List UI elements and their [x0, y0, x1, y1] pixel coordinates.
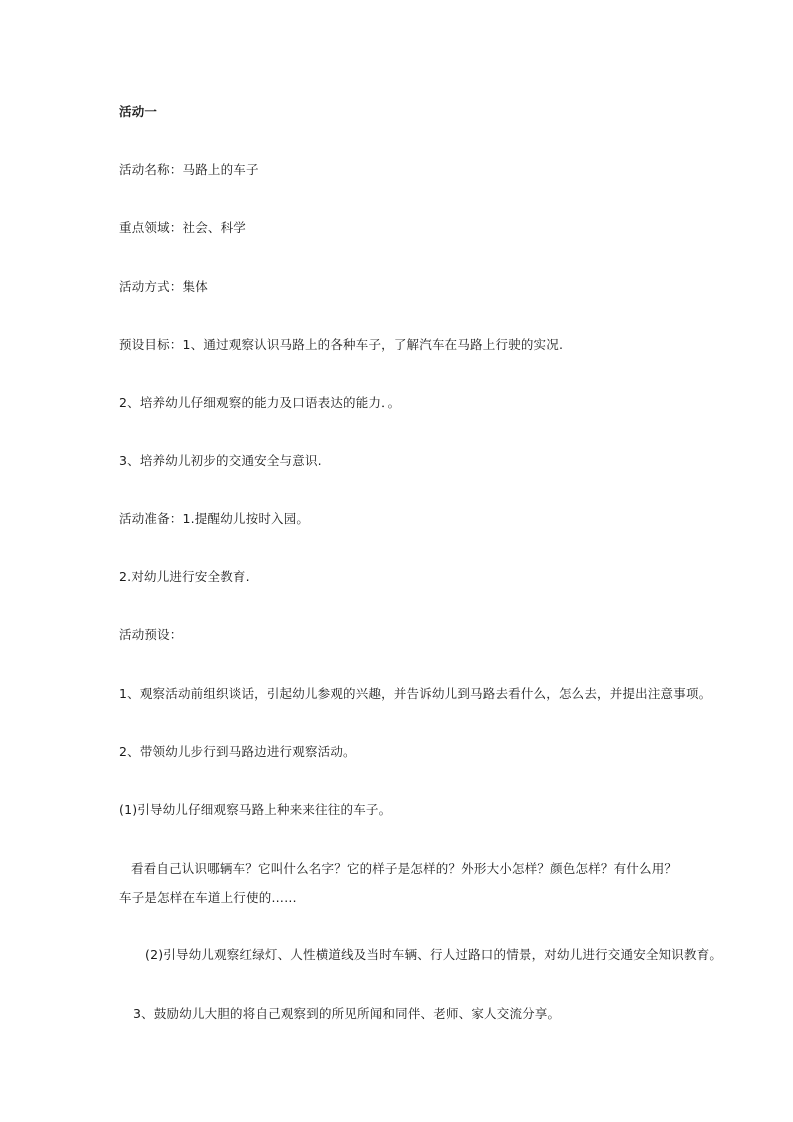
step-2-1-detail: 看看自己认识哪辆车？它叫什么名字？它的样子是怎样的？外形大小怎样？颜色怎样？有什么用？车子是怎样在车道上行使的…… — [119, 861, 678, 905]
activity-name: 活动名称：马路上的车子 — [119, 162, 259, 177]
step-2-1: (1)引导幼儿仔细观察马路上种来来往往的车子。 — [119, 802, 392, 817]
step-1: 1、观察活动前组织谈话，引起幼儿参观的兴趣，并告诉幼儿到马路去看什么，怎么去，并提出注意事项。 — [119, 686, 712, 701]
prep-1: 活动准备：1.提醒幼儿按时入园。 — [119, 511, 310, 526]
plan-heading: 活动预设： — [119, 627, 183, 642]
goal-1: 预设目标：1、通过观察认识马路上的各种车子，了解汽车在马路上行驶的实况. — [119, 337, 564, 352]
step-3: 3、鼓励幼儿大胆的将自己观察到的所见所闻和同伴、老师、家人交流分享。 — [133, 1006, 561, 1021]
prep-2: 2.对幼儿进行安全教育. — [119, 569, 250, 584]
activity-title: 活动一 — [119, 104, 158, 119]
goal-3: 3、培养幼儿初步的交通安全与意识. — [119, 453, 322, 468]
goal-2: 2、培养幼儿仔细观察的能力及口语表达的能力．。 — [119, 395, 401, 410]
step-2-2: (2)引导幼儿观察红绿灯、人性横道线及当时车辆、行人过路口的情景，对幼儿进行交通安全知识教育。 — [145, 947, 723, 962]
step-2: 2、带领幼儿步行到马路边进行观察活动。 — [119, 744, 356, 759]
activity-mode: 活动方式：集体 — [119, 279, 208, 294]
focus-area: 重点领域：社会、科学 — [119, 220, 247, 235]
